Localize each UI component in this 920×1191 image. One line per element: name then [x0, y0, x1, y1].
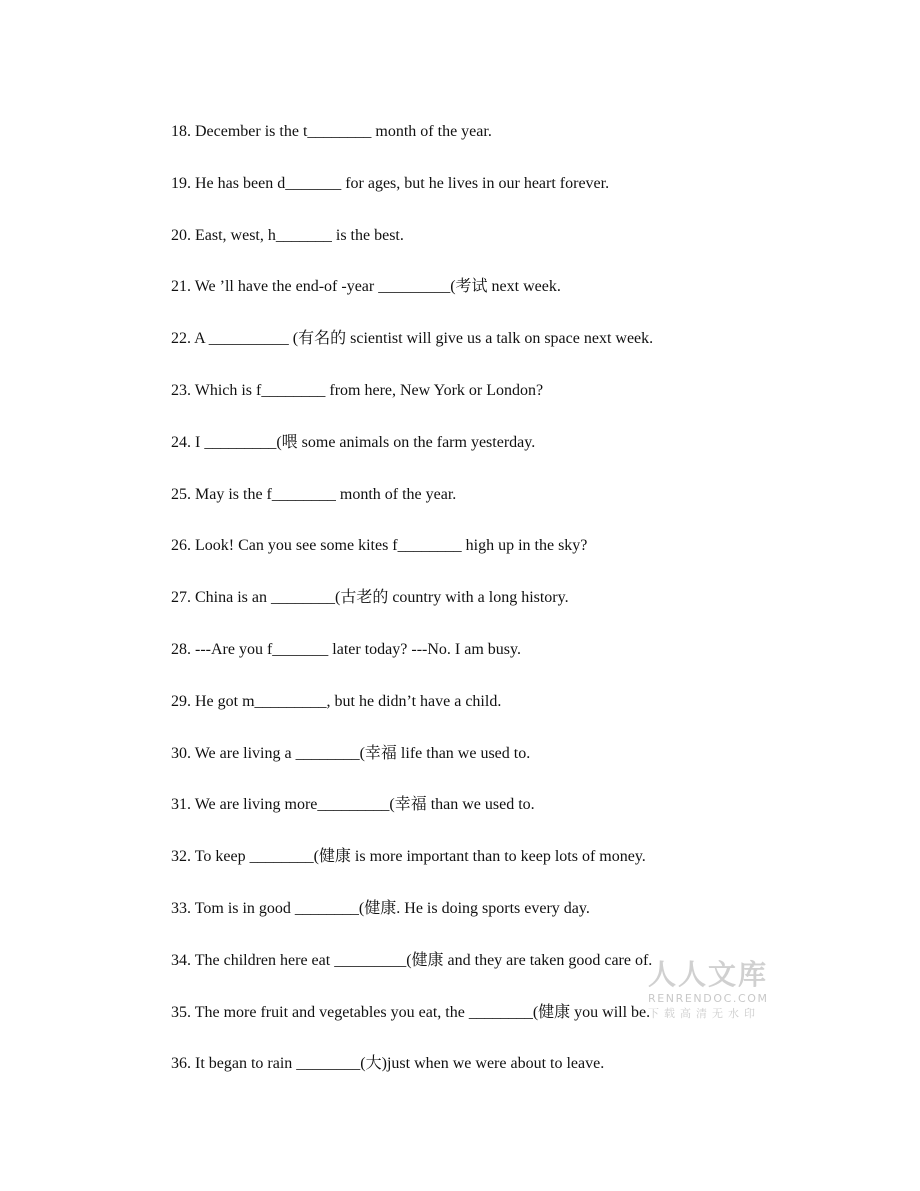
question-20: 20. East, west, h_______ is the best.	[171, 226, 404, 244]
question-24: 24. I _________(喂 some animals on the farm yesterday.	[171, 433, 536, 451]
question-25: 25. May is the f________ month of the year.	[171, 485, 457, 503]
question-29: 29. He got m_________, but he didn’t have a child.	[171, 692, 502, 710]
question-32: 32. To keep ________(健康 is more important than to keep lots of money.	[171, 848, 646, 866]
question-19: 19. He has been d_______ for ages, but he lives in our heart forever.	[171, 174, 610, 192]
question-34: 34. The children here eat _________(健康 and they are taken good care of.	[171, 951, 653, 969]
question-35: 35. The more fruit and vegetables you eat, the ________(健康 you will be.	[171, 1003, 651, 1021]
question-21: 21. We ’ll have the end-of -year _________(考试 next week.	[171, 278, 561, 296]
question-list	[171, 119, 871, 1103]
watermark-site: RENRENDOC.COM	[648, 992, 769, 1005]
question-31: 31. We are living more_________(幸福 than we used to.	[171, 796, 535, 814]
question-26: 26. Look! Can you see some kites f________ high up in the sky?	[171, 537, 588, 555]
question-28: 28. ---Are you f_______ later today? ---No. I am busy.	[171, 640, 521, 658]
question-33: 33. Tom is in good ________(健康. He is doing sports every day.	[171, 899, 590, 917]
watermark-note: 下载高清无水印	[648, 1007, 760, 1020]
question-23: 23. Which is f________ from here, New York or London?	[171, 381, 544, 399]
question-30: 30. We are living a ________(幸福 life than we used to.	[171, 744, 531, 762]
question-36: 36. It began to rain ________(大)just when we were about to leave.	[171, 1055, 605, 1073]
question-27: 27. China is an ________(古老的 country with a long history.	[171, 589, 569, 607]
question-22: 22. A __________ (有名的 scientist will give us a talk on space next week.	[171, 330, 654, 348]
watermark-title: 人人文库	[648, 958, 769, 991]
question-18: 18. December is the t________ month of the year.	[171, 123, 492, 140]
